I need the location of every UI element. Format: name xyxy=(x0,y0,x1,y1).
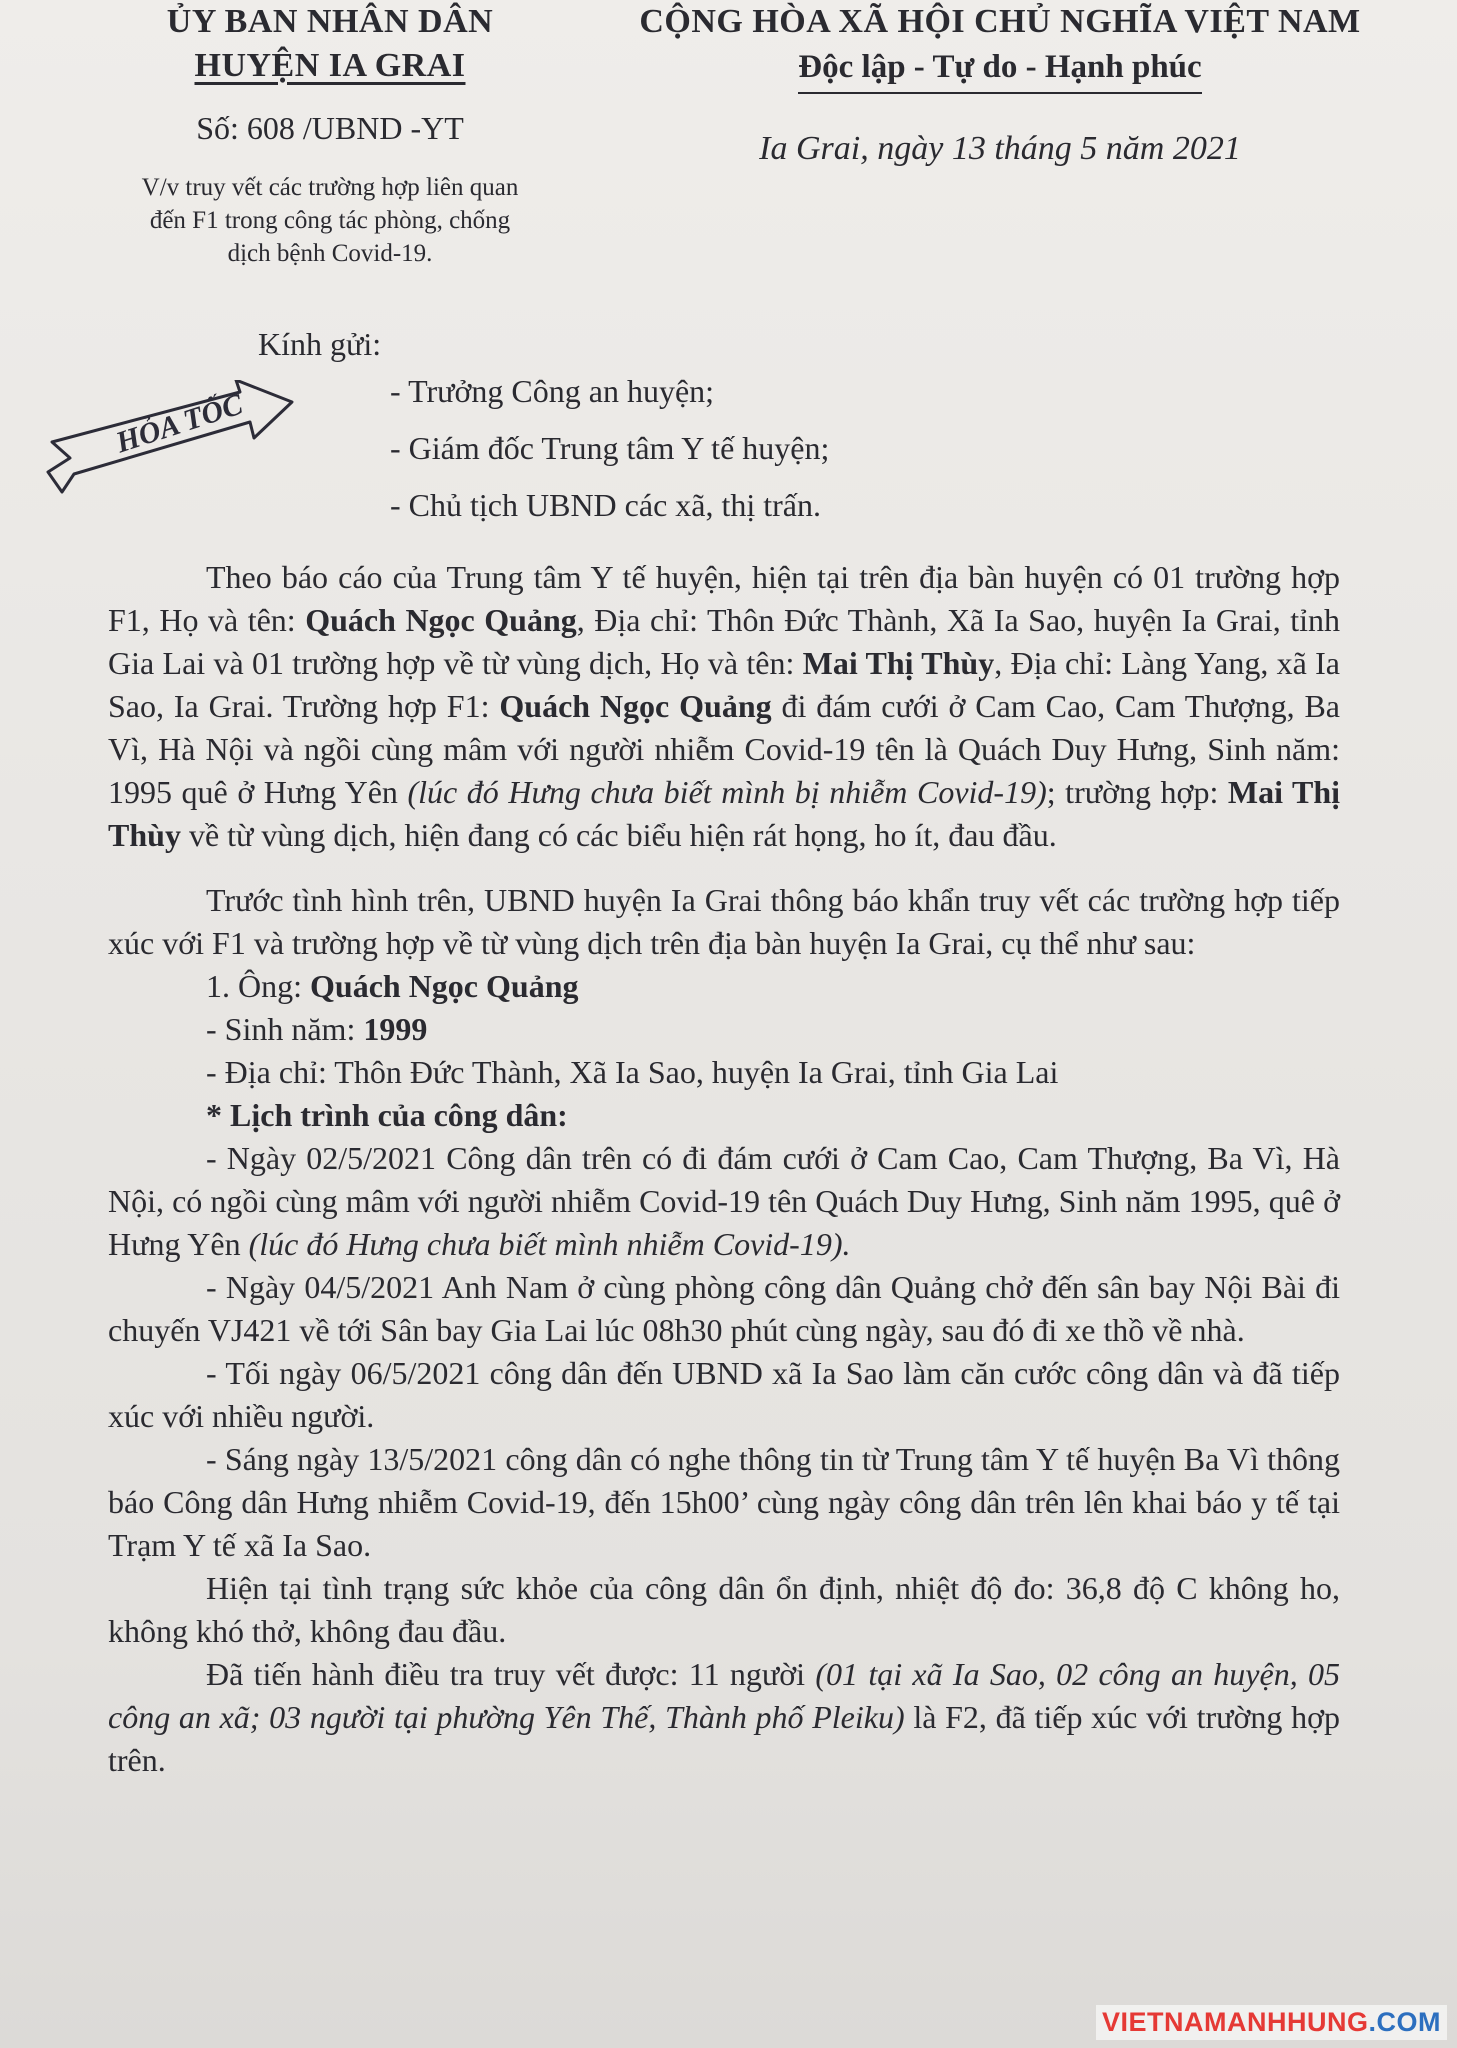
recipient-list xyxy=(390,363,829,534)
italic-note: (lúc đó Hưng chưa biết mình bị nhiễm Covid-19) xyxy=(407,774,1047,810)
text-run: , Địa chỉ: Làng Yang, xã Ia Sao, Ia Grai. Trường hợp F1: xyxy=(108,645,1340,724)
document-body xyxy=(108,556,1340,1782)
text-run: - Ngày 02/5/2021 Công dân trên có đi đám cưới ở Cam Cao, Cam Thượng, Ba Vì, Hà Nội, có ngồi cùng mâm với người nhiễm Covid-19 tên Quách Duy Hưng, Sinh năm 1995, quê ở Hưng Yên xyxy=(108,1140,1340,1262)
issuer-district: HUYỆN IA GRAI xyxy=(194,47,466,84)
schedule-item xyxy=(108,1137,1340,1266)
schedule-item: - Sáng ngày 13/5/2021 công dân có nghe thông tin từ Trung tâm Y tế huyện Ba Vì thông báo Công dân Hưng nhiễm Covid-19, đến 15h00’ cùng ngày công dân trên lên khai báo y tế tại Trạm Y tế xã Ia Sao. xyxy=(108,1441,1340,1563)
paragraph-report xyxy=(108,556,1340,857)
recipient-item: - Chủ tịch UBND các xã, thị trấn. xyxy=(390,487,821,523)
birth-year: 1999 xyxy=(363,1011,428,1047)
paragraph-health: Hiện tại tình trạng sức khỏe của công dân ổn định, nhiệt độ đo: 36,8 độ C không ho, không khó thở, không đau đầu. xyxy=(108,1570,1340,1649)
person-address-line: - Địa chỉ: Thôn Đức Thành, Xã Ia Sao, huyện Ia Grai, tỉnh Gia Lai xyxy=(206,1054,1059,1090)
recipient-item: - Giám đốc Trung tâm Y tế huyện; xyxy=(390,430,830,466)
issuer-block xyxy=(120,0,540,270)
watermark-name: VIETNAMANHHUNG xyxy=(1102,2007,1369,2037)
person-name-line xyxy=(108,965,1340,1008)
birth-label: - Sinh năm: xyxy=(206,1011,364,1047)
person-birth-line xyxy=(108,1008,1340,1051)
issue-date: Ia Grai, ngày 13 tháng 5 năm 2021 xyxy=(759,130,1241,167)
text-run: đi đám cưới ở Cam Cao, Cam Thượng, Ba Vì, Hà Nội và ngồi cùng mâm với người nhiễm Covid-19 tên là Quách Duy Hưng, Sinh năm: 1995 quê ở Hưng Yên xyxy=(108,688,1341,810)
person-name: Mai Thị Thùy xyxy=(108,774,1341,853)
person-name: Quách Ngọc Quảng xyxy=(499,688,772,724)
text-run: Đã tiến hành điều tra truy vết được: 11 người xyxy=(206,1656,816,1692)
text-run: ; trường hợp: xyxy=(1046,774,1228,810)
issuer-name: ỦY BAN NHÂN DÂN xyxy=(166,3,494,40)
paragraph-trace xyxy=(108,1653,1340,1782)
recipient-item: - Trưởng Công an huyện; xyxy=(390,373,715,409)
italic-note: (lúc đó Hưng chưa biết mình nhiễm Covid-19). xyxy=(248,1226,851,1262)
person-name: Quách Ngọc Quảng xyxy=(305,602,577,638)
national-motto: Độc lập - Tự do - Hạnh phúc xyxy=(798,44,1201,94)
schedule-heading: * Lịch trình của công dân: xyxy=(206,1097,568,1133)
nation-title: CỘNG HÒA XÃ HỘI CHỦ NGHĨA VIỆT NAM xyxy=(639,3,1361,40)
national-header xyxy=(585,0,1415,168)
arrow-stamp-icon xyxy=(40,380,300,510)
name-label: 1. Ông: xyxy=(206,968,310,1004)
text-run: là F2, đã tiếp xúc với trường hợp trên. xyxy=(108,1699,1341,1778)
site-watermark xyxy=(1096,2005,1447,2040)
document-number: Số: 608 /UBND -YT xyxy=(196,110,464,146)
stamp-label: HỎA TỐC xyxy=(112,387,247,460)
italic-note: (01 tại xã Ia Sao, 02 công an huyện, 05 công an xã; 03 người tại phường Yên Thế, Thành phố Pleiku) xyxy=(108,1656,1341,1735)
person-name: Quách Ngọc Quảng xyxy=(310,968,579,1004)
text-run: về từ vùng dịch, hiện đang có các biểu hiện rát họng, ho ít, đau đầu. xyxy=(180,817,1057,853)
text-run: , Địa chỉ: Thôn Đức Thành, Xã Ia Sao, huyện Ia Grai, tỉnh Gia Lai và 01 trường hợp về từ vùng dịch, Họ và tên: xyxy=(108,602,1340,681)
schedule-item: - Tối ngày 06/5/2021 công dân đến UBND xã Ia Sao làm căn cước công dân và đã tiếp xúc với nhiều người. xyxy=(108,1355,1340,1434)
watermark-tld: .COM xyxy=(1368,2007,1441,2037)
person-name: Mai Thị Thùy xyxy=(802,645,995,681)
urgent-stamp xyxy=(40,380,300,510)
document-subject: V/v truy vết các trường hợp liên quan đến F1 trong công tác phòng, chống dịch bệnh Covid-19. xyxy=(141,174,519,267)
paragraph-notice: Trước tình hình trên, UBND huyện Ia Grai thông báo khẩn truy vết các trường hợp tiếp xúc với F1 và trường hợp về từ vùng dịch trên địa bàn huyện Ia Grai, cụ thể như sau: xyxy=(108,882,1340,961)
addressee-label: Kính gửi: xyxy=(258,326,382,362)
text-run: Theo báo cáo của Trung tâm Y tế huyện, hiện tại trên địa bàn huyện có 01 trường hợp F1, Họ và tên: xyxy=(108,559,1340,638)
schedule-item: - Ngày 04/5/2021 Anh Nam ở cùng phòng công dân Quảng chở đến sân bay Nội Bài đi chuyến VJ421 về tới Sân bay Gia Lai lúc 08h30 phút cùng ngày, sau đó đi xe thồ về nhà. xyxy=(108,1269,1340,1348)
